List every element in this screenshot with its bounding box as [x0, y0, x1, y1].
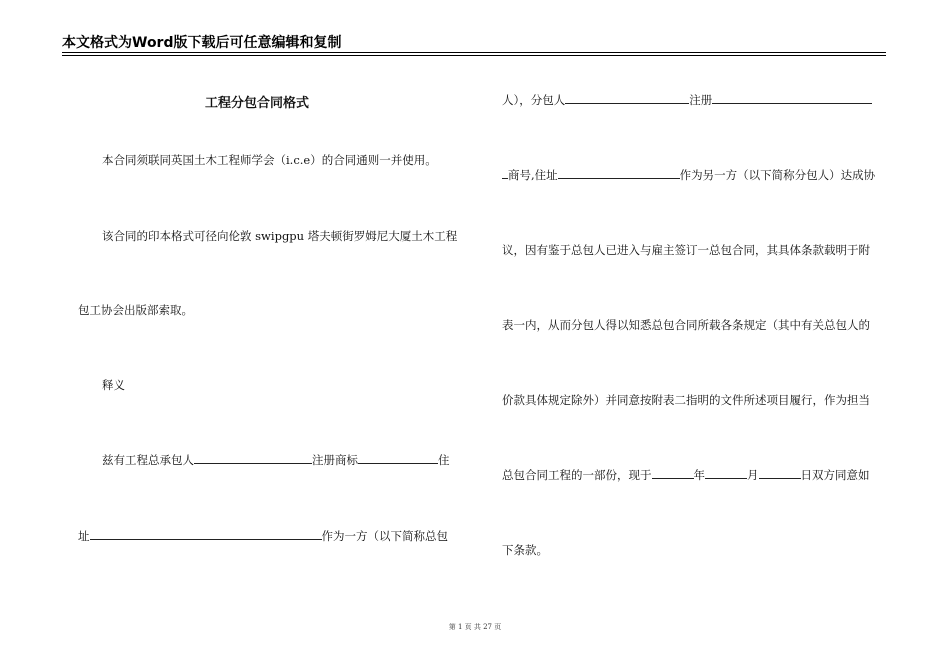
paragraph-line [78, 528, 448, 544]
paragraph-line: 表一内，从而分包人得以知悉总包合同所载各条规定（其中有关总包人的 [502, 318, 870, 332]
banner-title: 本文格式为Word版下载后可任意编辑和复制 [62, 35, 342, 51]
line-text: 兹有工程总承包人 [102, 453, 194, 467]
line-text: 商号,住址 [508, 168, 558, 182]
section-heading: 释义 [102, 378, 125, 392]
paragraph-line: 价款具体规定除外）并同意按附表二指明的文件所述项目履行，作为担当 [502, 393, 870, 407]
line-text: 注册商标 [312, 453, 358, 467]
blank-field [759, 467, 801, 479]
line-text: 年 [693, 468, 705, 482]
blank-field [90, 528, 322, 540]
line-text: 注册 [689, 93, 713, 107]
paragraph-line [102, 452, 450, 468]
paragraph-line: 议，因有鉴于总包人已进入与雇主签订一总包合同，其具体条款载明于附 [502, 243, 870, 257]
line-text: 日双方同意如 [800, 468, 870, 482]
line-text: 人），分包人 [502, 93, 566, 107]
blank-field [712, 92, 872, 104]
paragraph-line [502, 167, 875, 183]
blank-field [565, 92, 689, 104]
header-divider [62, 52, 886, 53]
paragraph-line: 下条款。 [502, 543, 548, 557]
page-number: 第 1 页 共 27 页 [448, 623, 502, 631]
document-title: 工程分包合同格式 [205, 96, 310, 111]
paragraph-line: 该合同的印本格式可径向伦敦 swipgpu 塔夫顿街罗姆尼大厦土木工程 [102, 229, 458, 243]
line-text: 作为另一方（以下简称分包人）达成协 [679, 168, 876, 182]
paragraph-line [502, 467, 870, 483]
blank-field [558, 167, 680, 179]
blank-field [358, 452, 438, 464]
blank-field [705, 467, 747, 479]
paragraph-line: 包工协会出版部索取。 [78, 303, 193, 317]
paragraph-line: 本合同须联同英国土木工程师学会（i.c.e）的合同通则一并使用。 [102, 153, 437, 167]
line-text: 址 [78, 529, 90, 543]
line-text: 住 [438, 453, 450, 467]
header-divider [62, 55, 886, 56]
blank-field [194, 452, 312, 464]
paragraph-line [502, 92, 872, 108]
line-text: 作为一方（以下简称总包 [321, 529, 448, 543]
line-text: 月 [747, 468, 759, 482]
line-text: 总包合同工程的一部份，现于 [502, 468, 652, 482]
blank-field [652, 467, 694, 479]
